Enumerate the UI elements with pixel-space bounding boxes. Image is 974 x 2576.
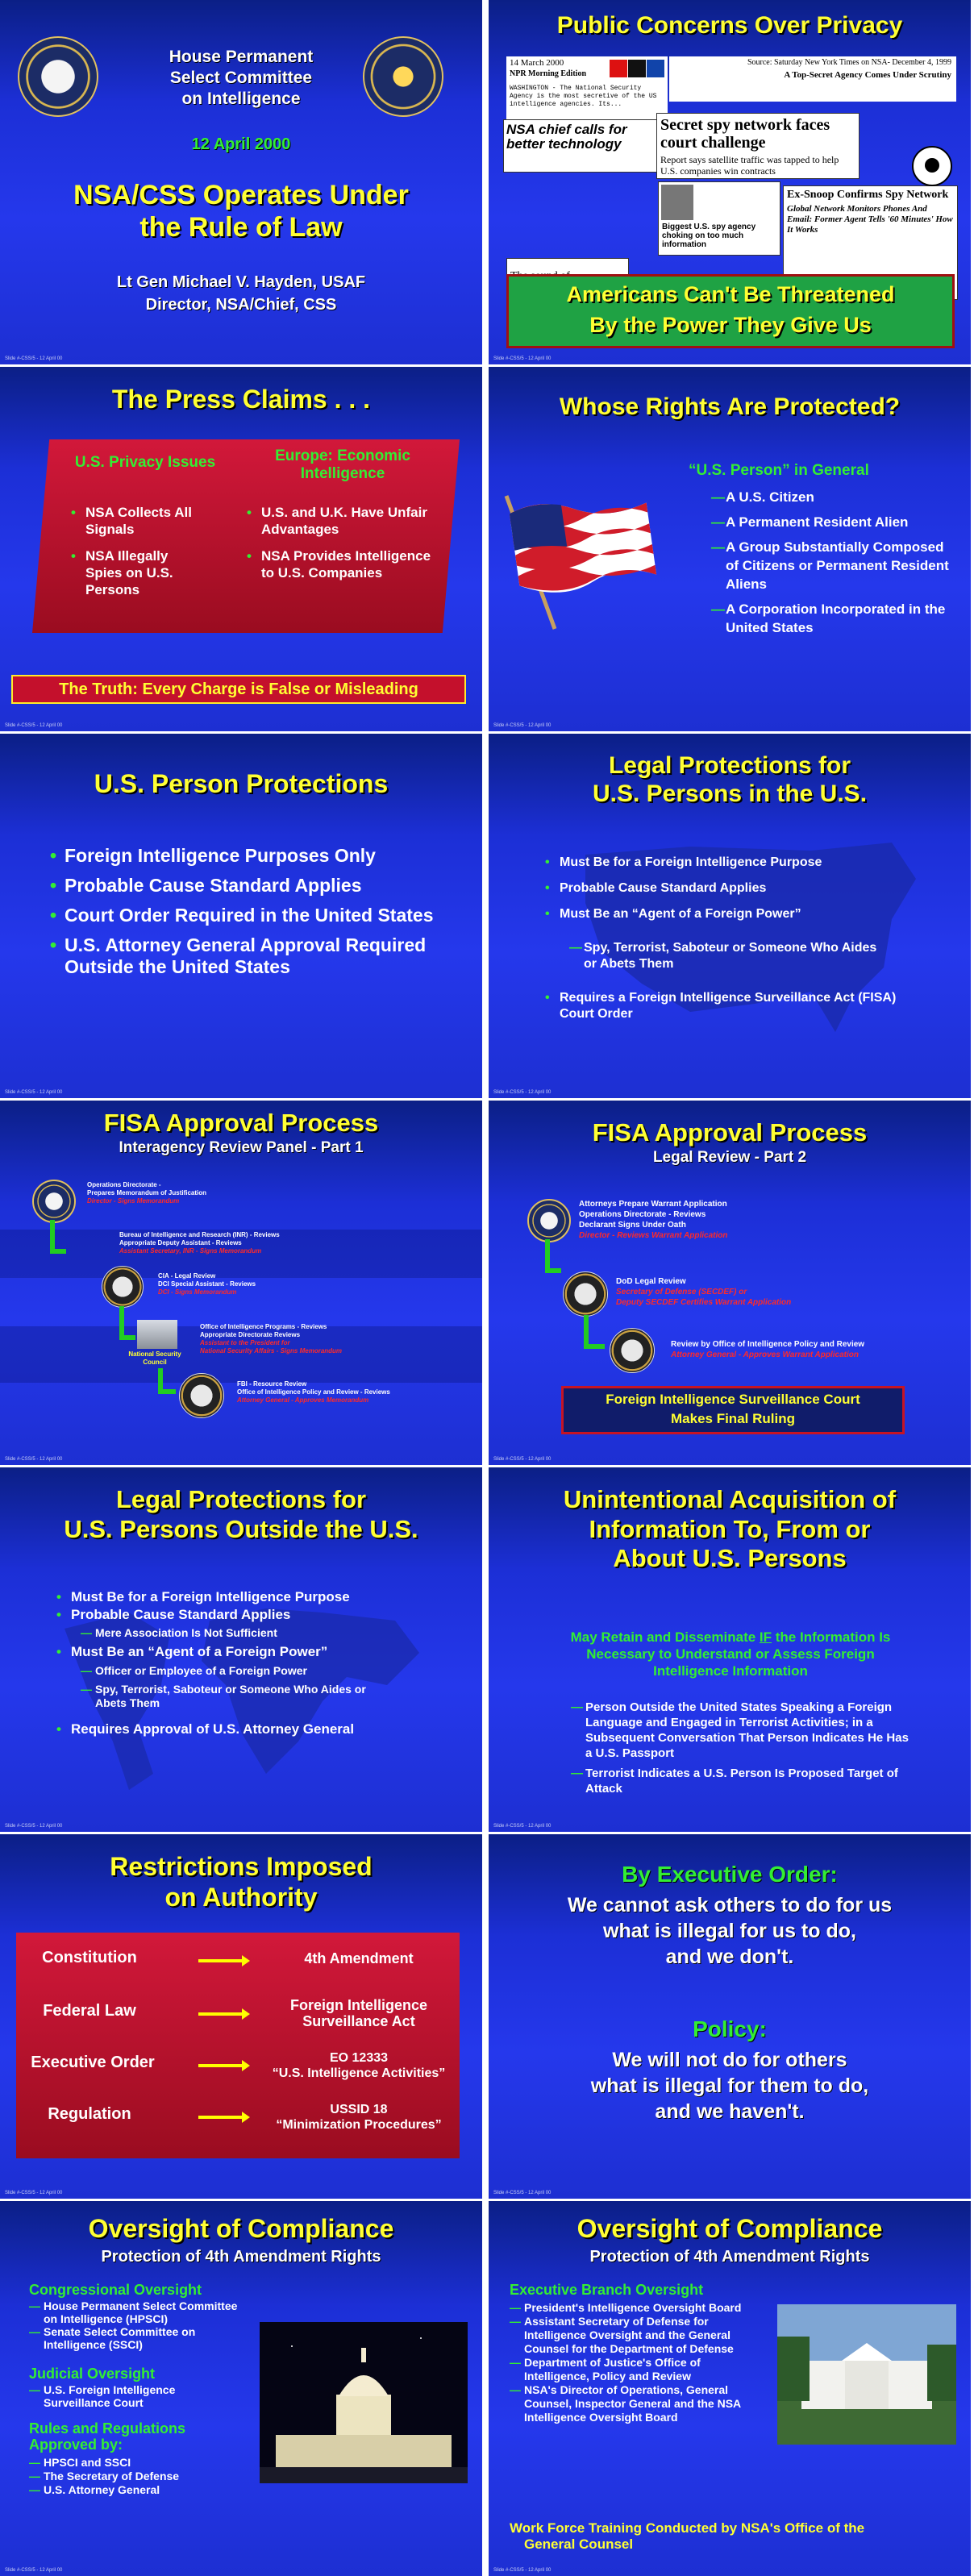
list-item: — House Permanent Select Committee on Intelligence (HPSCI) [29,2299,247,2325]
list-item: — President's Intelligence Oversight Board [510,2301,760,2315]
slide-title [0,0,482,364]
slide-title-text: Unintentional Acquisition of Information To, From or About U.S. Persons [563,1485,897,1573]
slide-footer: Slide #-CSS/5 - 12 April 00 [493,1090,552,1095]
slide-title-text: Restrictions Imposed on Authority [110,1852,373,1912]
list-item: • NSA Illegally Spies on U.S. Persons [71,547,208,598]
slide-title-text: NSA/CSS Operates Under the Rule of Law [73,180,409,243]
slide-press-claims [0,367,482,731]
step-cia: CIA - Legal Review DCI Special Assistant - Reviews DCI - Signs Memorandum [158,1272,256,1296]
policy-heading: Policy: [693,2016,767,2041]
list-item: • Probable Cause Standard Applies [56,1606,443,1624]
list-item: • Must Be an “Agent of a Foreign Power” [56,1643,443,1661]
rules-list [29,2456,231,2497]
list-item: • Probable Cause Standard Applies [545,880,924,897]
court-ruling-box: Foreign Intelligence Surveillance Court Makes Final Ruling [561,1386,905,1434]
list-item: — Person Outside the United States Speaking a Foreign Language and Engaged in Terrorist Activities; in a Subsequent Conversation That Person Indicates He Has a U.S. Passport [571,1700,909,1761]
outside-list-2 [56,1643,443,1661]
dod-seal-icon [563,1271,608,1317]
step-inr: Bureau of Intelligence and Research (INR) - Reviews Appropriate Deputy Assistant - Reviews Assistant Secretary, INR - Signs Memorandum [119,1231,280,1255]
doj-seal-icon [610,1328,655,1373]
exec-order-heading: By Executive Order: [622,1862,838,1887]
slide-footer: Slide #-CSS/5 - 12 April 00 [493,723,552,728]
step-fbi: FBI - Resource Review Office of Intelligence Policy and Review - Reviews Attorney General - Approves Memorandum [237,1380,390,1404]
slide-footer: Slide #-CSS/5 - 12 April 00 [493,2568,552,2573]
protection-list [50,845,453,978]
slide-footer: Slide #-CSS/5 - 12 April 00 [493,1457,552,1462]
slide-title-text: U.S. Person Protections [94,769,389,798]
list-item: • Probable Cause Standard Applies [50,875,453,897]
list-item: — Officer or Employee of a Foreign Power [81,1664,371,1678]
slide-legal-in-us [489,734,971,1098]
slide-subtitle: Protection of 4th Amendment Rights [101,2248,381,2266]
list-item: — U.S. Attorney General [29,2483,231,2497]
list-item: — Spy, Terrorist, Saboteur or Someone Who Aides or Abets Them [569,940,892,972]
us-person-heading: “U.S. Person” in General [689,462,869,479]
slide-title-text: Oversight of Compliance [88,2214,394,2243]
list-item: — Department of Justice's Office of Intelligence, Policy and Review [510,2356,760,2383]
slide-fisa-part1 [0,1101,482,1465]
list-item: • NSA Provides Intelligence to U.S. Companies [247,547,432,581]
retain-lead: May Retain and Disseminate IF the Information Is Necessary to Understand or Assess Foreign Intelligence Information [570,1629,891,1679]
slide-public-concerns [489,0,971,364]
slide-title-text: FISA Approval Process [103,1109,379,1137]
list-item: — HPSCI and SSCI [29,2456,231,2470]
photo [661,185,693,220]
outside-list [56,1588,443,1624]
slide-fisa-part2 [489,1101,971,1465]
slide-title-text: Whose Rights Are Protected? [559,393,901,420]
committee-name: House Permanent Select Committee on Intelligence [169,48,314,108]
cbs-eye-icon [912,146,952,186]
clipping-nyt: Source: Saturday New York Times on NSA- December 4, 1999 A Top-Secret Agency Comes Under Scrutiny [669,56,956,102]
clipping-npr: 14 March 2000 NPR Morning Edition WASHINGTON - The National Security Agency is the most secretive of the US intelligence agencies. Its... [506,56,668,137]
nsc-label: National Security Council [128,1350,181,1366]
exec-order-text: We cannot ask others to do for us what is illegal for us to do, and we don't. [567,1894,893,1968]
training-note: Work Force Training Conducted by NSA's Office of the General Counsel [510,2520,865,2552]
arrow-icon [198,1959,244,1962]
executive-list [510,2301,760,2424]
clipping-spy-network: Secret spy network faces court challenge Report says satellite traffic was tapped to help U.S. companies win contracts [656,113,860,179]
list-item: — Terrorist Indicates a U.S. Person Is Proposed Target of Attack [571,1766,909,1796]
slide-footer: Slide #-CSS/5 - 12 April 00 [5,1090,63,1095]
arrow-icon [198,2116,244,2119]
list-item: — A Corporation Incorporated in the United States [711,600,953,637]
slide-title-text: The Press Claims . . . [111,385,371,414]
slide-footer: Slide #-CSS/5 - 12 April 00 [5,356,63,361]
list-item: — A U.S. Citizen [711,488,953,506]
arrow-icon [198,2064,244,2067]
slide-footer: Slide #-CSS/5 - 12 April 00 [493,2191,552,2195]
sub-list [569,940,892,972]
step-warrant: Attorneys Prepare Warrant Application Operations Directorate - Reviews Declarant Signs Under Oath Director - Reviews Warrant Application [579,1200,728,1240]
list-item: — NSA's Director of Operations, General Counsel, Inspector General and the NSA Intelligence Oversight Board [510,2383,760,2424]
rules-heading: Rules and Regulations Approved by: [29,2420,186,2453]
slide-date: 12 April 2000 [191,135,291,153]
slide-footer: Slide #-CSS/5 - 12 April 00 [5,2568,63,2573]
slide-title-text: FISA Approval Process [592,1118,868,1147]
congress-list [29,2299,247,2351]
list-item: — Mere Association Is Not Sufficient [81,1625,435,1640]
fbi-seal-icon [179,1373,224,1418]
banner-americans: Americans Can't Be Threatened By the Power They Give Us [506,274,955,348]
clipping-chief: NSA chief calls for better technology [503,119,658,173]
sub-list [81,1625,435,1640]
step-nsc: Office of Intelligence Programs - Reviews Appropriate Directorate Reviews Assistant to the President for National Security Affairs - Signs Memorandum [200,1323,343,1355]
nsa-seal-icon [32,1180,76,1223]
slide-title-text: Legal Protections for U.S. Persons Outside the U.S. [64,1485,418,1543]
list-item: • Foreign Intelligence Purposes Only [50,845,453,867]
legal-list-2 [545,990,924,1022]
list-item: — Senate Select Committee on Intelligence (SSCI) [29,2325,247,2351]
step-oipr: Review by Office of Intelligence Policy and Review Attorney General - Approves Warrant Application [671,1340,865,1359]
table-row: Executive Order EO 12333 “U.S. Intelligence Activities” [31,2051,446,2080]
slide-title-text: Public Concerns Over Privacy [556,12,903,39]
slide-executive-order [489,1834,971,2199]
list-item: • NSA Collects All Signals [71,504,208,538]
judicial-heading: Judicial Oversight [29,2366,156,2382]
slide-oversight-congress [0,2201,482,2576]
person-list [711,488,953,637]
executive-heading: Executive Branch Oversight [510,2282,704,2298]
slide-footer: Slide #-CSS/5 - 12 April 00 [5,1457,63,1462]
list-item: • Must Be an “Agent of a Foreign Power” [545,906,924,922]
example-list [571,1700,909,1796]
slide-title-text: Oversight of Compliance [576,2214,883,2243]
npr-logo-icon [610,60,664,77]
white-house-photo-icon [777,2304,956,2445]
arrow-icon [198,2012,244,2016]
list-item: • Court Order Required in the United States [50,905,453,926]
table-row: Federal Law Foreign Intelligence Surveillance Act [43,1997,428,2029]
europe-list [247,504,432,581]
list-item: • U.S. and U.K. Have Unfair Advantages [247,504,432,538]
slide-whose-rights [489,367,971,731]
list-item: • Must Be for a Foreign Intelligence Purpose [56,1588,443,1606]
speaker: Lt Gen Michael V. Hayden, USAF Director, NSA/Chief, CSS [116,273,366,314]
slide-oversight-executive [489,2201,971,2576]
list-item: — Spy, Terrorist, Saboteur or Someone Who Aides or Abets Them [81,1683,371,1710]
step-ops-directorate: Operations Directorate - Prepares Memorandum of Justification Director - Signs Memorandum [87,1181,207,1205]
slide-footer: Slide #-CSS/5 - 12 April 00 [5,2191,63,2195]
legal-list [545,855,924,927]
slide-footer: Slide #-CSS/5 - 12 April 00 [5,1824,63,1829]
step-dod: DoD Legal Review Secretary of Defense (SECDEF) or Deputy SECDEF Certifies Warrant Application [616,1277,792,1307]
clipping-ex-snoop: Ex-Snoop Confirms Spy Network Global Network Monitors Phones And Email: Former Agent Tells '60 Minutes' How It Works [783,185,958,300]
slide-restrictions [0,1834,482,2199]
cia-seal-icon [102,1266,144,1308]
nsa-seal-icon [527,1199,571,1242]
congress-heading: Congressional Oversight [29,2282,202,2298]
list-item: — The Secretary of Defense [29,2470,231,2483]
europe-heading: Europe: Economic Intelligence [275,447,410,482]
slide-subtitle: Interagency Review Panel - Part 1 [119,1139,364,1156]
slide-footer: Slide #-CSS/5 - 12 April 00 [493,356,552,361]
list-item: • Requires a Foreign Intelligence Surveillance Act (FISA) Court Order [545,990,924,1022]
sub-list-2 [81,1664,371,1710]
outside-list-3 [56,1721,443,1738]
slide-unintentional [489,1467,971,1832]
slide-subtitle: Legal Review - Part 2 [652,1149,807,1166]
clipping-biggest: Biggest U.S. spy agency choking on too much information [658,181,780,256]
list-item: — A Permanent Resident Alien [711,513,953,531]
privacy-list [71,504,208,598]
judicial-list [29,2383,231,2409]
slide-subtitle: Protection of 4th Amendment Rights [589,2248,870,2266]
truth-banner: The Truth: Every Charge is False or Misleading [11,675,466,704]
capitol-photo-icon [260,2322,468,2483]
slide-legal-outside-us [0,1467,482,1832]
list-item: — Assistant Secretary of Defense for Intelligence Oversight and the General Counsel for the Department of Defense [510,2315,760,2356]
privacy-heading: U.S. Privacy Issues [74,454,216,471]
list-item: — A Group Substantially Composed of Citizens or Permanent Resident Aliens [711,538,953,593]
us-flag-icon [498,488,668,633]
white-house-icon [137,1320,177,1349]
table-row: Constitution 4th Amendment [42,1949,414,1966]
list-item: • U.S. Attorney General Approval Required Outside the United States [50,934,453,978]
slide-title-text: Legal Protections for U.S. Persons in the U.S. [592,752,868,808]
list-item: • Requires Approval of U.S. Attorney General [56,1721,443,1738]
table-row: Regulation USSID 18 “Minimization Procedures” [48,2103,442,2132]
slide-footer: Slide #-CSS/5 - 12 April 00 [5,723,63,728]
policy-text: We will not do for others what is illegal for them to do, and we haven't. [590,2049,869,2123]
list-item: • Must Be for a Foreign Intelligence Purpose [545,855,924,871]
slide-footer: Slide #-CSS/5 - 12 April 00 [493,1824,552,1829]
list-item: — U.S. Foreign Intelligence Surveillance Court [29,2383,231,2409]
slide-person-protections [0,734,482,1098]
